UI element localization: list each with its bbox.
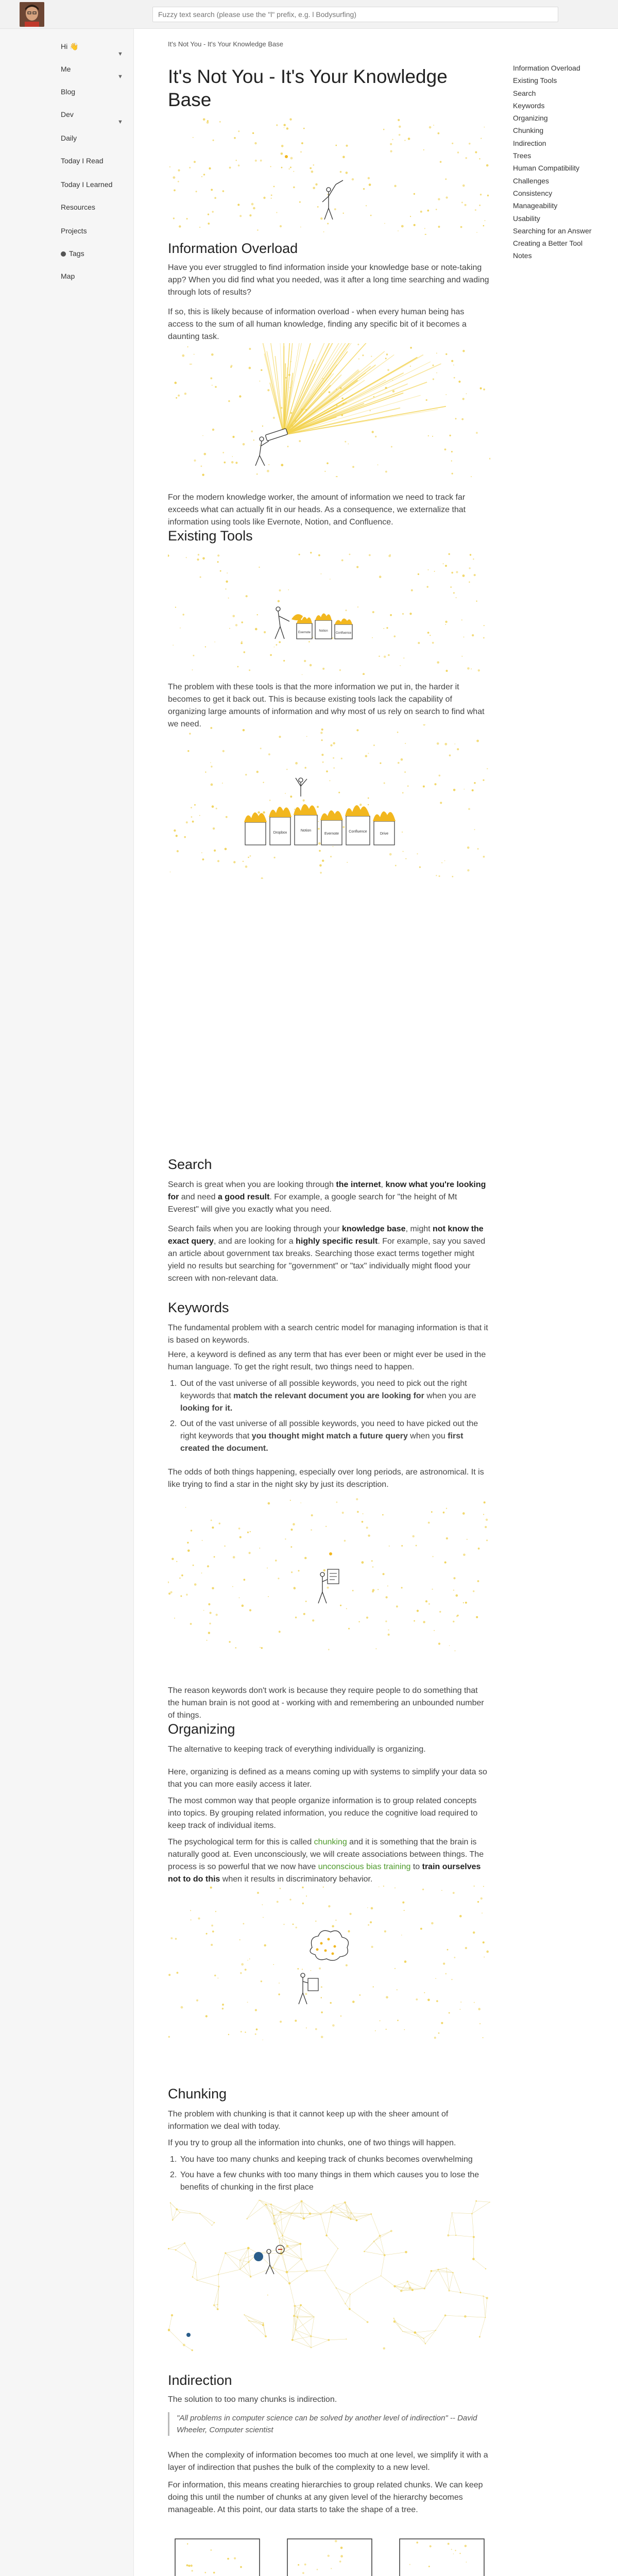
- list-item: 2. Out of the vast universe of all possible keywords, you need to have picked out the right keywords that you thought might match a future query when you first created the document.: [170, 1419, 478, 1453]
- paragraph: The solution to too many chunks is indirection.: [168, 2395, 337, 2404]
- heading-search: Search: [168, 1157, 212, 1172]
- chevron-down-icon[interactable]: ▼: [117, 119, 123, 125]
- heading-existing-tools: Existing Tools: [168, 528, 253, 544]
- sidebar-item-label: Today I Read: [61, 157, 104, 165]
- sidebar-item-hi[interactable]: [0, 35, 134, 58]
- tool-box-label: Dropbox: [273, 831, 287, 835]
- heading-organizing: Organizing: [168, 1721, 235, 1737]
- toc-item-usability[interactable]: Usability: [513, 214, 540, 223]
- toc-item-notes[interactable]: Notes: [513, 251, 532, 260]
- paragraph: The fundamental problem with a search centric model for managing information is that it is based on keywords.: [168, 1324, 488, 1345]
- list-item: 1. You have too many chunks and keeping track of chunks becomes overwhelming: [170, 2155, 473, 2164]
- ordered-list: [168, 2154, 490, 2197]
- ordered-list: [168, 1378, 490, 1458]
- indirection-illustration: [168, 2534, 490, 2576]
- link-chunking[interactable]: chunking: [314, 1838, 347, 1846]
- tool-box-label: Confluence: [349, 830, 367, 834]
- existing-tools-illustration: [168, 551, 490, 675]
- indirection-panel: [400, 2539, 484, 2576]
- sidebar-item-label: Resources: [61, 203, 95, 211]
- existing-tools-overflow-illustration: [168, 724, 490, 879]
- sidebar-item-label: Me: [61, 65, 71, 73]
- sidebar-item-label: Tags: [69, 249, 84, 258]
- toc-item-human-compatibility[interactable]: Human Compatibility: [513, 164, 580, 173]
- paragraph: The problem with chunking is that it cannot keep up with the sheer amount of information we deal with today.: [168, 2110, 449, 2131]
- paragraph: Here, organizing is defined as a means coming up with systems to simplify your data so that you can more easily access it later.: [168, 1768, 487, 1789]
- heading-indirection: Indirection: [168, 2372, 232, 2388]
- chunking-illustration: [168, 2200, 490, 2354]
- organizing-illustration: [168, 1886, 490, 2040]
- avatar[interactable]: [20, 2, 44, 27]
- heading-information-overload: Information Overload: [168, 241, 298, 256]
- toc-item-searching-for-an-answer[interactable]: Searching for an Answer: [513, 226, 592, 235]
- sidebar-item-map[interactable]: [0, 265, 134, 287]
- toc-item-consistency[interactable]: Consistency: [513, 189, 553, 197]
- paragraph: Have you ever struggled to find information inside your knowledge base or note-taking app? When you did find what you needed, was it after a long time searching and wading through lots of results?: [168, 263, 489, 297]
- sidebar-item-dev[interactable]: [0, 103, 134, 126]
- sidebar-item-resources[interactable]: [0, 196, 134, 218]
- paragraph: If so, this is likely because of information overload - when every human being has access to the sum of all human knowledge, finding any specific bit of it becomes a daunting task.: [168, 308, 467, 341]
- sidebar-item-label: Today I Learned: [61, 180, 113, 189]
- sidebar-item-label: Blog: [61, 88, 76, 96]
- paragraph: For the modern knowledge worker, the amount of information we need to track far exceeds what can actually fit in our heads. As a consequence, we externalize that information using tools like Evernote, Notion, and Confluence.: [168, 493, 466, 527]
- tool-box-label: Evernote: [298, 631, 311, 634]
- tool-box-label: Confluence: [335, 632, 352, 635]
- paragraph: If you try to group all the information into chunks, one of two things will happen.: [168, 2139, 456, 2147]
- paragraph: When the complexity of information becomes too much at one level, we simplify it with a layer of indirection that pushes the bulk of the complexity to a new level.: [168, 2451, 488, 2472]
- toc-item-indirection[interactable]: Indirection: [513, 139, 546, 147]
- tool-box-label: Notion: [300, 829, 312, 833]
- paragraph: The alternative to keeping track of everything individually is organizing.: [168, 1745, 426, 1754]
- indirection-panel: [287, 2539, 372, 2576]
- paragraph: The most common way that people organize information is to group related concepts into topics. By grouping related information, you reduce the cognitive load required to keep track of individual items.: [168, 1797, 478, 1830]
- paragraph: The psychological term for this is called chunking and it is something that the brain is naturally good at. Even unconsciously, we will create associations between things. The process is so powerful that we now have unconscious bias training to train ourselves not to do this when it results in discriminatory behavior.: [168, 1838, 484, 1884]
- sidebar-item-label: Daily: [61, 134, 77, 142]
- tool-box-label: Notion: [319, 630, 328, 633]
- chevron-down-icon[interactable]: ▼: [117, 51, 123, 57]
- sidebar-item-daily[interactable]: [0, 127, 134, 149]
- tool-box-label: Evernote: [324, 832, 339, 836]
- paragraph: Search is great when you are looking through the internet, know what you're looking for and need a good result. For example, a google search for "the height of Mt Everest" will give you exactly what you need.: [168, 1180, 486, 1214]
- tool-box-label: Drive: [380, 832, 389, 836]
- information-overload-illustration: [168, 343, 490, 477]
- heading-chunking: Chunking: [168, 2086, 227, 2102]
- heading-keywords: Keywords: [168, 1300, 229, 1315]
- paragraph: Here, a keyword is defined as any term that has ever been or might ever be used in the human language. To get the right result, two things need to happen.: [168, 1350, 486, 1371]
- sidebar-item-label: Projects: [61, 227, 87, 235]
- sidebar-item-label: Hi 👋: [61, 42, 79, 50]
- toc-item-creating-a-better-tool[interactable]: Creating a Better Tool: [513, 239, 583, 248]
- toc-item-existing-tools[interactable]: Existing Tools: [513, 76, 557, 85]
- sidebar-item-label: Map: [61, 272, 75, 280]
- paragraph: For information, this means creating hierarchies to group related chunks. We can keep doing this until the number of chunks at any given level of the hierarchy becomes manageable. At this point, our data starts to take the shape of a tree.: [168, 2481, 483, 2514]
- toc-item-challenges[interactable]: Challenges: [513, 176, 550, 185]
- breadcrumb[interactable]: It's Not You - It's Your Knowledge Base: [168, 40, 283, 48]
- sidebar-item-blog[interactable]: [0, 80, 134, 103]
- toc-item-information-overload[interactable]: Information Overload: [513, 64, 580, 72]
- toc-item-search[interactable]: Search: [513, 89, 536, 97]
- sidebar-item-me[interactable]: [0, 58, 134, 80]
- toc-item-manageability[interactable]: Manageability: [513, 201, 558, 210]
- toc-item-chunking[interactable]: Chunking: [513, 126, 544, 135]
- search-input[interactable]: [152, 7, 558, 22]
- tag-icon: [61, 251, 66, 257]
- sidebar-item-label: Dev: [61, 110, 74, 118]
- link-unconscious-bias-training[interactable]: unconscious bias training: [318, 1862, 411, 1871]
- keywords-illustration: [168, 1497, 490, 1652]
- table-of-contents: [513, 62, 618, 262]
- indirection-panel: [175, 2539, 260, 2576]
- sidebar-item-projects[interactable]: [0, 219, 134, 242]
- toc-item-keywords[interactable]: Keywords: [513, 101, 545, 110]
- toc-item-organizing[interactable]: Organizing: [513, 114, 548, 123]
- sidebar-item-today-i-learned[interactable]: [0, 173, 134, 196]
- sidebar-item-tags[interactable]: [0, 242, 134, 265]
- list-item: 2. You have a few chunks with too many things in them which causes you to lose the benefits of chunking in the first place: [170, 2171, 479, 2192]
- blockquote: "All problems in computer science can be solved by another level of indirection" -- David Wheeler, Computer scientist: [168, 2412, 490, 2436]
- hero-illustration: [168, 116, 490, 235]
- paragraph: Search fails when you are looking through your knowledge base, might not know the exact query, and are looking for a highly specific result. For example, say you saved an article about government tax breaks. Searching those exact terms together might yield no results but searching for "government" or "tax" individually might flood your screen with non-relevant data.: [168, 1225, 486, 1283]
- top-bar: [0, 0, 618, 29]
- toc-item-trees[interactable]: Trees: [513, 151, 531, 160]
- page-title: It's Not You - It's Your Knowledge Base: [168, 66, 448, 110]
- paragraph: The reason keywords don't work is because they require people to do something that the human brain is not good at - working with and remembering an unbounded number of things.: [168, 1686, 484, 1720]
- sidebar-item-today-i-read[interactable]: [0, 149, 134, 172]
- list-item: 1. Out of the vast universe of all possible keywords, you need to pick out the right keywords that match the relevant document you are looking for when you are looking for it.: [170, 1379, 476, 1413]
- chevron-down-icon[interactable]: ▼: [117, 74, 123, 80]
- sidebar: [0, 29, 134, 2576]
- paragraph: The problem with these tools is that the more information we put in, the harder it becomes to get it back out. This is because existing tools lack the capability of organizing large amounts of information and why most of us rely on search to find what we need.: [168, 683, 485, 728]
- paragraph: The odds of both things happening, especially over long periods, are astronomical. It is like trying to find a star in the night sky by just its description.: [168, 1468, 484, 1489]
